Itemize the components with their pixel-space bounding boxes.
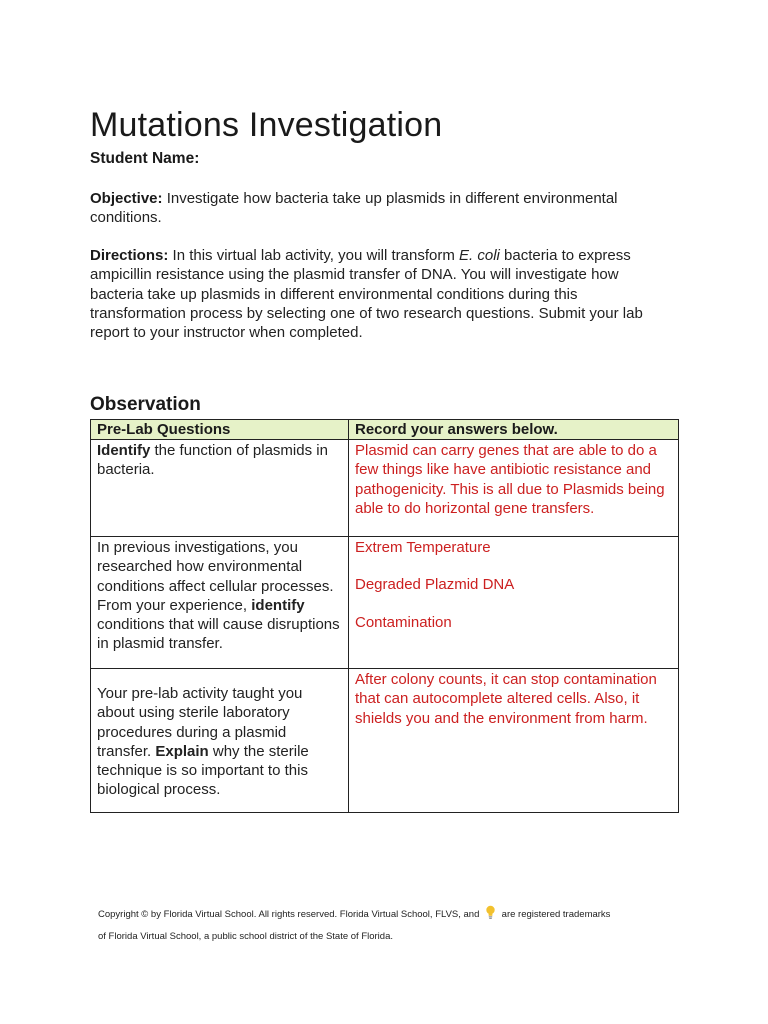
table-row	[91, 537, 679, 669]
question-cell	[91, 440, 349, 537]
table-header-row	[91, 420, 679, 440]
table-row	[91, 669, 679, 813]
student-name-label: Student Name:	[90, 150, 200, 167]
footer-text-3: of Florida Virtual School, a public school district of the State of Florida.	[98, 931, 394, 942]
answer-cell	[349, 537, 679, 669]
footer-text-2: are registered trademarks	[501, 909, 611, 920]
answer-line: Contamination	[355, 613, 452, 631]
footer-text-1: Copyright © by Florida Virtual School. All rights reserved. Florida Virtual School, FLVS, and	[98, 909, 480, 920]
observation-table	[90, 419, 679, 813]
header-answers: Record your answers below.	[349, 420, 679, 440]
table-row	[91, 440, 679, 537]
objective-label: Objective:	[90, 190, 163, 207]
lightbulb-icon	[485, 905, 496, 927]
observation-heading: Observation	[90, 394, 201, 415]
header-questions: Pre-Lab Questions	[91, 420, 349, 440]
objective-text: Investigate how bacteria take up plasmids in different environmental conditions.	[90, 190, 618, 227]
answer-cell: After colony counts, it can stop contamination that can autocomplete altered cells. Also, it shields you and the environment from harm.	[349, 669, 679, 813]
question-keyword: identify	[251, 596, 305, 614]
question-text: In previous investigations, you researched how environmental conditions affect cellular processes. From your experience,	[97, 539, 334, 614]
question-cell	[91, 537, 349, 669]
answer-line: Degraded Plazmid DNA	[355, 576, 515, 594]
question-keyword: Identify	[97, 442, 151, 460]
answer-line: Extrem Temperature	[355, 539, 491, 557]
page-title: Mutations Investigation	[90, 106, 443, 144]
directions-paragraph	[90, 246, 650, 342]
directions-italic: E. coli	[459, 247, 500, 264]
question-text: conditions that will cause disruptions in plasmid transfer.	[97, 616, 340, 653]
question-keyword: Explain	[155, 742, 209, 760]
question-text: the function of plasmids in bacteria.	[97, 442, 328, 479]
question-text: Your pre-lab activity taught you about using sterile laboratory procedures during a plasmid transfer.	[97, 685, 303, 760]
objective-paragraph	[90, 189, 650, 228]
question-text: why the sterile technique is so important to this biological process.	[97, 742, 309, 799]
directions-label: Directions:	[90, 247, 169, 264]
question-cell	[91, 669, 349, 813]
answer-cell: Plasmid can carry genes that are able to do a few things like have antibiotic resistance and pathogenicity. This is all due to Plasmids being able to do horizontal gene transfers.	[349, 440, 679, 537]
directions-text-1: In this virtual lab activity, you will transform	[168, 247, 460, 264]
copyright-footer	[98, 905, 658, 946]
directions-text-2: bacteria to express ampicillin resistance using the plasmid transfer of DNA. You will investigate how bacteria take up plasmids in different environmental conditions during this transformation process by selecting one of two research questions. Submit your lab report to your instructor when completed.	[90, 247, 643, 342]
